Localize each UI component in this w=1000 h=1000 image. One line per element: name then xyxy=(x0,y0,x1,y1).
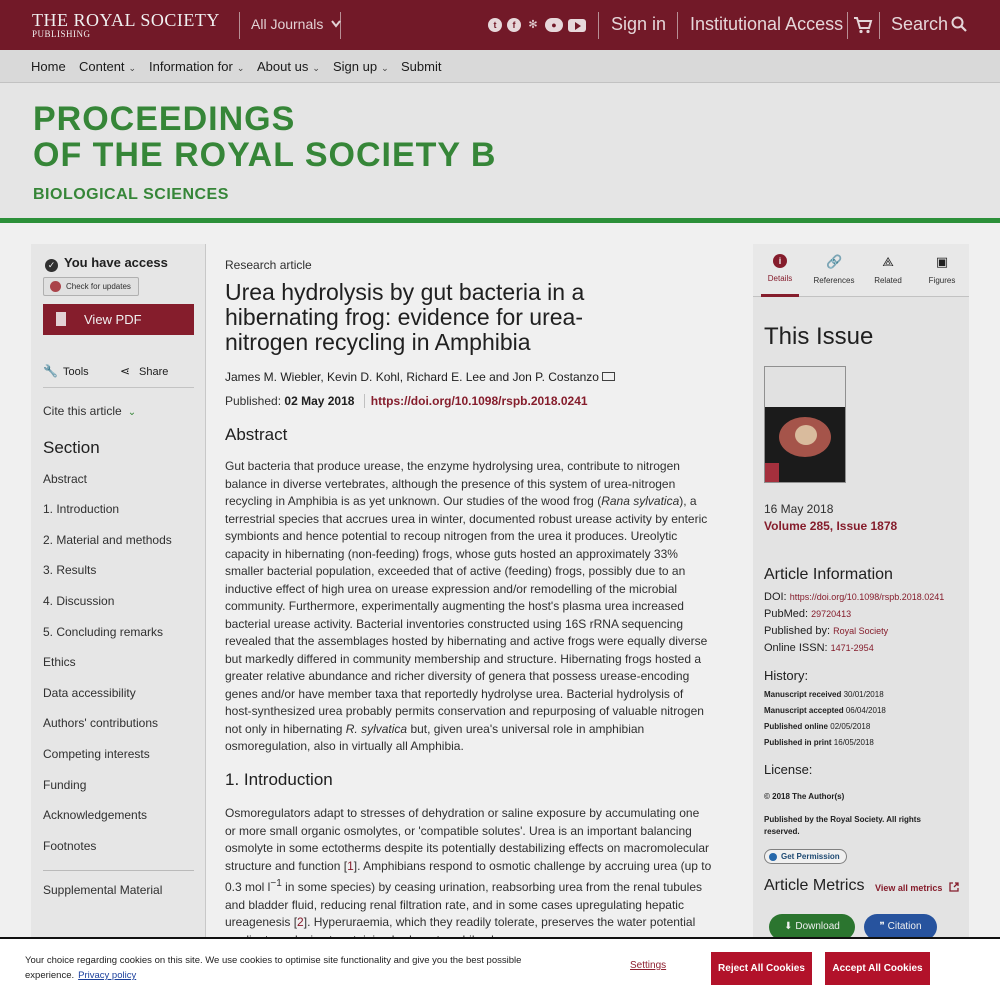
article-title: Urea hydrolysis by gut bacteria in a hibernating frog: evidence for urea-nitrogen recycling in Amphibia xyxy=(225,279,585,355)
cookie-settings-button[interactable]: Settings xyxy=(630,960,667,971)
active-tab-indicator xyxy=(761,294,799,297)
youtube-icon[interactable] xyxy=(568,19,586,32)
this-issue-heading: This Issue xyxy=(764,323,874,350)
tab-label: Details xyxy=(767,274,793,283)
section-link-footnotes[interactable]: Footnotes xyxy=(43,839,97,853)
abstract-part: Gut bacteria that produce urease, the enzyme hydrolysing urea, contribute to nitrogen balance in diverse vertebrates, although the presence of this system of urea-nitrogen recycling in Amphibia is as yet unknown. Our studies of the wood frog ( xyxy=(225,459,680,508)
nav-label: Content xyxy=(79,59,125,74)
nav-label: Information for xyxy=(149,59,233,74)
journal-subtitle: BIOLOGICAL SCIENCES xyxy=(33,186,229,203)
divider xyxy=(598,12,599,39)
divider xyxy=(677,12,678,39)
external-link-icon xyxy=(949,882,959,892)
nav-label: Sign up xyxy=(333,59,378,74)
section-link-ethics[interactable]: Ethics xyxy=(43,655,76,669)
access-label: You have access xyxy=(64,255,168,270)
author-list xyxy=(225,370,615,384)
pubmed-label: PubMed: xyxy=(764,608,809,620)
article-metrics-heading: Article Metrics xyxy=(764,877,865,894)
weibo-icon[interactable]: ✻ xyxy=(528,19,538,31)
tab-references[interactable] xyxy=(807,254,861,285)
check-circle-icon: ✓ xyxy=(45,259,58,272)
right-sidebar xyxy=(753,244,969,944)
view-pdf-label: View PDF xyxy=(84,312,142,327)
nav-home[interactable] xyxy=(31,59,66,74)
tab-label: Figures xyxy=(928,276,956,285)
intro-part: in some species) by ceasing urination, reabsorbing urea from the renal tubules and bladder fluid, reducing renal filtration rate, and in some cases upregulating hepatic ureagenesis [ xyxy=(225,880,702,929)
history-heading: History: xyxy=(764,668,809,683)
facebook-icon[interactable]: f xyxy=(507,18,521,32)
permission-icon xyxy=(769,853,777,861)
info-icon: i xyxy=(773,254,787,268)
supplemental-material-link[interactable]: Supplemental Material xyxy=(43,883,163,897)
section-link-funding[interactable]: Funding xyxy=(43,778,87,792)
divider xyxy=(43,870,194,871)
section-link-discussion[interactable]: 4. Discussion xyxy=(43,594,115,608)
introduction-text xyxy=(225,805,713,949)
logo-subtitle: PUBLISHING xyxy=(32,29,91,39)
tab-related[interactable] xyxy=(861,254,915,285)
view-all-metrics-label: View all metrics xyxy=(875,883,943,893)
section-link-authors-contributions[interactable]: Authors' contributions xyxy=(43,716,159,730)
divider xyxy=(43,387,194,388)
all-journals-dropdown[interactable] xyxy=(251,16,341,32)
check-updates-label: Check for updates xyxy=(66,282,131,291)
tab-label: Related xyxy=(874,276,902,285)
issue-date: 16 May 2018 xyxy=(764,502,834,516)
check-for-updates-button[interactable] xyxy=(43,277,139,296)
nav-label: Home xyxy=(31,59,66,74)
tools-button[interactable] xyxy=(43,364,89,378)
nav-information-for[interactable] xyxy=(149,59,244,74)
download-label: Download xyxy=(795,921,840,932)
history-label: Published online xyxy=(764,722,829,731)
license-text: Published by the Royal Society. All rights reserved. xyxy=(764,815,921,836)
section-link-abstract[interactable]: Abstract xyxy=(43,472,88,486)
history-date: 02/05/2018 xyxy=(830,722,871,731)
issn-value[interactable]: 1471-2954 xyxy=(830,643,874,653)
cart-icon[interactable] xyxy=(853,16,873,34)
article-body xyxy=(207,244,729,944)
info-tabs xyxy=(753,244,969,297)
get-permission-button[interactable] xyxy=(764,849,847,864)
abstract-text xyxy=(225,458,713,756)
journal-title-line2[interactable]: OF THE ROYAL SOCIETY B xyxy=(33,136,497,174)
section-link-concluding-remarks[interactable]: 5. Concluding remarks xyxy=(43,625,164,639)
twitter-icon[interactable]: t xyxy=(488,18,502,32)
species-name: Rana sylvatica xyxy=(601,494,680,508)
share-label: Share xyxy=(139,366,169,378)
cookie-banner xyxy=(0,937,1000,1000)
abstract-part: but, given urea's universal role in amphibian osmoregulation, also in virtually all Amphibia. xyxy=(225,721,645,753)
chevron-down-icon: ⌄ xyxy=(236,63,245,73)
journal-title-line1[interactable]: PROCEEDINGS xyxy=(33,100,296,138)
institutional-access-link[interactable]: Institutional Access xyxy=(690,14,844,34)
left-sidebar xyxy=(31,244,206,944)
section-link-acknowledgements[interactable]: Acknowledgements xyxy=(43,808,148,822)
license-copyright: © 2018 The Author(s) xyxy=(764,792,845,801)
issue-volume-link[interactable]: Volume 285, Issue 1878 xyxy=(764,519,898,533)
top-bar xyxy=(0,0,1000,50)
doi-row xyxy=(764,591,944,603)
search-icon[interactable] xyxy=(951,16,967,32)
social-links xyxy=(488,18,586,32)
cover-illustration xyxy=(795,425,817,445)
link-icon: 🔗 xyxy=(826,254,843,269)
doi-label: DOI: xyxy=(764,591,787,603)
reference-link[interactable]: 1 xyxy=(347,858,354,873)
pubmed-value[interactable]: 29720413 xyxy=(811,609,852,619)
chevron-down-icon: ⌄ xyxy=(381,63,389,73)
history-row xyxy=(764,706,886,715)
history-label: Manuscript accepted xyxy=(764,706,844,715)
nav-content[interactable] xyxy=(79,59,136,74)
cite-article-toggle[interactable] xyxy=(43,404,136,418)
publisher-label: Published by: xyxy=(764,625,831,637)
crossmark-icon xyxy=(50,281,61,292)
download-icon: ⬇ xyxy=(784,921,793,932)
history-row xyxy=(764,738,874,747)
introduction-heading: 1. Introduction xyxy=(225,770,333,789)
wrench-icon: 🔧 xyxy=(43,364,58,378)
article-type: Research article xyxy=(225,258,312,272)
history-row xyxy=(764,690,884,699)
get-permission-label: Get Permission xyxy=(781,852,840,861)
history-date: 16/05/2018 xyxy=(833,738,874,747)
section-link-data-accessibility[interactable]: Data accessibility xyxy=(43,686,136,700)
reference-link[interactable]: 2 xyxy=(297,915,304,929)
all-journals-label: All Journals xyxy=(251,16,324,32)
superscript: −1 xyxy=(270,878,282,889)
tab-details[interactable] xyxy=(753,254,807,283)
history-date: 06/04/2018 xyxy=(845,706,886,715)
royal-society-logo[interactable] xyxy=(32,11,220,39)
section-link-competing-interests[interactable]: Competing interests xyxy=(43,747,150,761)
mail-icon[interactable] xyxy=(602,372,615,381)
nav-sign-up[interactable] xyxy=(333,59,389,74)
authors-text[interactable]: James M. Wiebler, Kevin D. Kohl, Richard E. Lee and Jon P. Costanzo xyxy=(225,370,599,384)
nav-submit[interactable] xyxy=(401,59,441,74)
species-name: R. sylvatica xyxy=(345,721,408,736)
chevron-down-icon: ⌄ xyxy=(127,407,137,418)
doi-link[interactable]: https://doi.org/10.1098/rspb.2018.0241 xyxy=(364,394,588,408)
access-status xyxy=(45,255,168,272)
issue-cover-image[interactable] xyxy=(764,366,846,483)
nav-label: About us xyxy=(257,59,309,74)
quote-icon: ❞ xyxy=(879,921,885,932)
divider xyxy=(847,12,848,39)
intro-part: ]. Amphibians respond to osmotic challenge by accruing urea (up to 0.3 mol l xyxy=(225,858,712,894)
wechat-icon[interactable]: ● xyxy=(545,18,563,32)
share-icon: ⋖ xyxy=(119,364,131,378)
tools-label: Tools xyxy=(63,366,89,378)
history-date: 30/01/2018 xyxy=(843,690,884,699)
history-label: Manuscript received xyxy=(764,690,842,699)
reject-all-cookies-button[interactable]: Reject All Cookies xyxy=(711,952,812,985)
main-navigation xyxy=(0,50,1000,83)
nav-label: Submit xyxy=(401,59,442,74)
nav-about-us[interactable] xyxy=(257,59,320,74)
accept-all-cookies-button[interactable]: Accept All Cookies xyxy=(825,952,930,985)
issn-row xyxy=(764,642,874,654)
published-label: Published: xyxy=(225,394,282,408)
journal-banner xyxy=(0,83,1000,223)
abstract-heading: Abstract xyxy=(225,425,288,444)
cover-header xyxy=(765,367,846,407)
publisher-row xyxy=(764,625,888,637)
article-information-heading: Article Information xyxy=(764,566,893,583)
abstract-part: ), a terrestrial species that accrues urea in winter, documented robust urease activity by enteric symbionts and hence potential to recoup nitrogen from the urea it produces. Ureolytic capacity in hibernating (non-feeding) frogs, whose guts hosted an approximately 33% smaller bacterial population, exceeded that of active (feeding) frogs, possibly due to an inductive effect of high urea on urease expression and/or remodelling of the microbial community. Furthermore, experimentally augmenting the host's plasma urea increased bacterial urease activity. Bacterial inventories constructed using 16S rRNA sequencing revealed that the assemblages hosted by hibernating and active frogs were equally diverse but markedly differed in community membership and structure. Hibernating frogs hosted a greater relative abundance and richer diversity of genera that possess urease-encoding genes and/or have member taxa that reportedly hydrolyse urea. Bacterial hydrolysis of host-synthesized urea probably permits conservation and repurposing of valuable nitrogen not only in hibernating xyxy=(225,494,708,736)
pubmed-row xyxy=(764,608,851,620)
search-button[interactable]: Search xyxy=(891,14,949,34)
license-heading: License: xyxy=(764,762,813,777)
published-date: 02 May 2018 xyxy=(284,394,355,408)
cite-label: Cite this article xyxy=(43,404,122,418)
network-icon: ⟁ xyxy=(882,254,894,269)
publisher-value[interactable]: Royal Society xyxy=(833,626,889,636)
chevron-down-icon: ⌄ xyxy=(312,63,320,73)
tab-figures[interactable] xyxy=(915,254,969,285)
citation-label: Citation xyxy=(887,921,922,932)
tab-label: References xyxy=(813,276,855,285)
intro-part: ]. Hyperuraemia, which they readily tolerate, preserves the water potential xyxy=(303,915,696,929)
divider xyxy=(340,12,341,39)
view-pdf-button[interactable] xyxy=(43,304,194,335)
divider xyxy=(879,12,880,39)
publication-info xyxy=(225,394,588,408)
section-link-introduction[interactable]: 1. Introduction xyxy=(43,502,120,516)
privacy-policy-link[interactable]: Privacy policy xyxy=(78,970,137,981)
image-icon: ▣ xyxy=(935,254,949,269)
history-label: Published in print xyxy=(764,738,832,747)
chevron-down-icon: ⌄ xyxy=(128,63,137,73)
cookie-text: Your choice regarding cookies on this site. We use cookies to optimise site functionality and give you the best possible experience. xyxy=(25,955,522,981)
doi-value[interactable]: https://doi.org/10.1098/rspb.2018.0241 xyxy=(789,592,945,602)
divider xyxy=(239,12,240,39)
share-button[interactable] xyxy=(119,364,168,378)
section-heading: Section xyxy=(43,438,100,457)
intro-part: Osmoregulators adapt to stresses of dehydration or saline exposure by accumulating one or more small organic osmolytes, or 'compatible solutes'. Urea is an important balancing osmolyte in some ectotherms despite its potentially destabilizing effects on macromolecular structure and function [ xyxy=(225,806,710,873)
logo-title: THE ROYAL SOCIETY xyxy=(32,10,220,30)
cover-tag xyxy=(765,463,779,483)
cookie-message xyxy=(25,953,525,983)
view-all-metrics-link[interactable] xyxy=(875,882,959,893)
history-row xyxy=(764,722,870,731)
section-link-methods[interactable]: 2. Material and methods xyxy=(43,533,172,547)
pdf-icon xyxy=(56,312,66,326)
section-link-results[interactable]: 3. Results xyxy=(43,563,97,577)
issn-label: Online ISSN: xyxy=(764,642,828,654)
sign-in-link[interactable]: Sign in xyxy=(611,14,667,34)
